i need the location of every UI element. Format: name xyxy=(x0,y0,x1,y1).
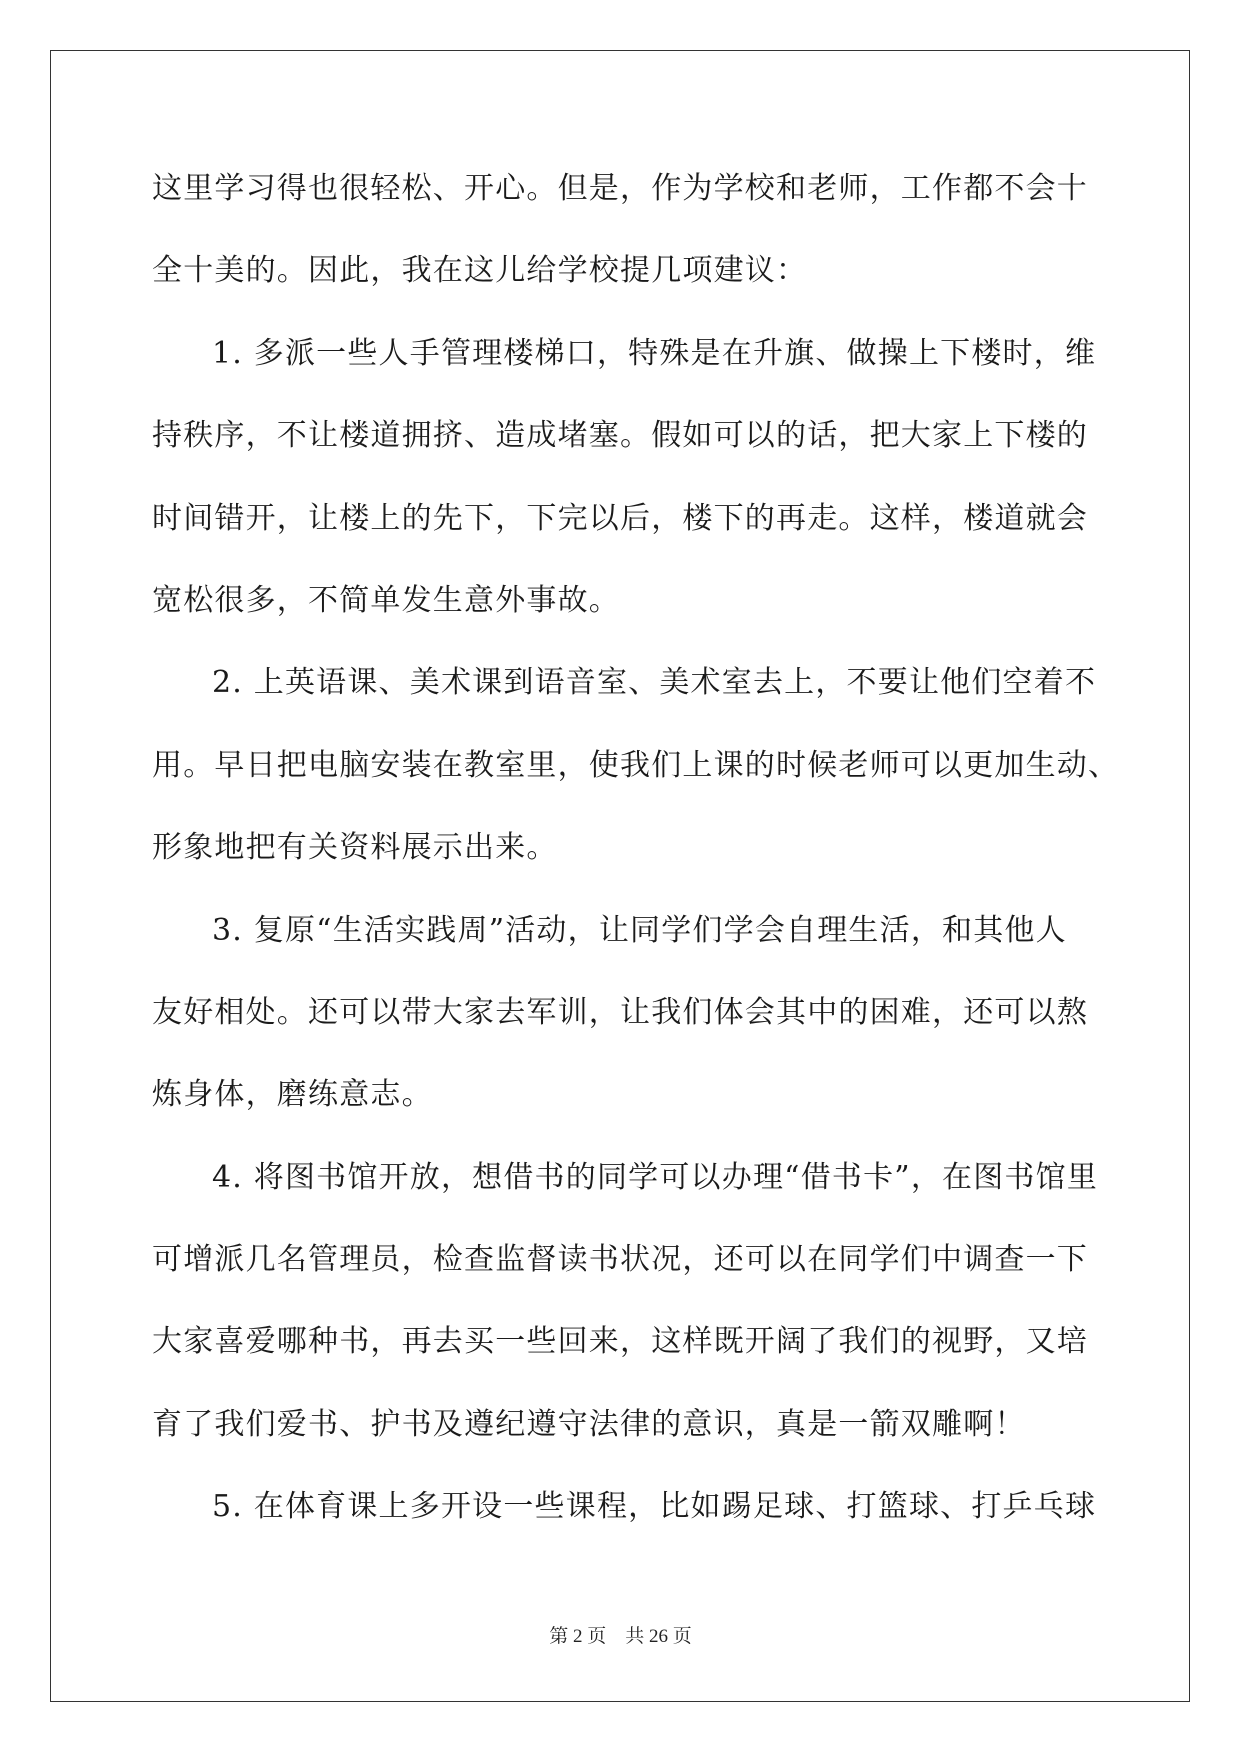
text-line-15: 大家喜爱哪种书，再去买一些回来，这样既开阔了我们的视野，又培 xyxy=(152,1324,1088,1360)
text-line-14: 可增派几名管理员，检查监督读书状况，还可以在同学们中调查一下 xyxy=(152,1242,1088,1278)
text-line-7: 2. 上英语课、美术课到语音室、美术室去上，不要让他们空着不 xyxy=(212,665,1097,701)
text-line-1: 这里学习得也很轻松、开心。但是，作为学校和老师，工作都不会十 xyxy=(152,171,1088,206)
page-number: 第 2 页 共 26 页 xyxy=(549,1626,692,1647)
document-body xyxy=(152,148,1120,1549)
text-line-17: 5. 在体育课上多开设一些课程，比如踢足球、打篮球、打乒乓球 xyxy=(212,1489,1097,1525)
text-line-12: 炼身体，磨练意志。 xyxy=(152,1077,433,1113)
text-line-9: 形象地把有关资料展示出来。 xyxy=(152,830,558,866)
text-line-5: 时间错开，让楼上的先下，下完以后，楼下的再走。这样，楼道就会 xyxy=(152,500,1088,536)
text-line-4: 持秩序，不让楼道拥挤、造成堵塞。假如可以的话，把大家上下楼的 xyxy=(152,418,1088,454)
text-line-8: 用。早日把电脑安装在教室里，使我们上课的时候老师可以更加生动、 xyxy=(152,747,1120,783)
text-line-13: 4. 将图书馆开放，想借书的同学可以办理“借书卡”，在图书馆里 xyxy=(212,1159,1099,1195)
text-line-2: 全十美的。因此，我在这儿给学校提几项建议： xyxy=(152,253,808,289)
text-line-10: 3. 复原“生活实践周”活动，让同学们学会自理生活，和其他人 xyxy=(212,912,1067,948)
text-line-6: 宽松很多，不简单发生意外事故。 xyxy=(152,582,620,618)
text-line-11: 友好相处。还可以带大家去军训，让我们体会其中的困难，还可以熬 xyxy=(152,994,1088,1030)
text-line-3: 1. 多派一些人手管理楼梯口，特殊是在升旗、做操上下楼时，维 xyxy=(212,335,1097,371)
text-line-16: 育了我们爱书、护书及遵纪遵守法律的意识，真是一箭双雕啊！ xyxy=(152,1406,1026,1442)
